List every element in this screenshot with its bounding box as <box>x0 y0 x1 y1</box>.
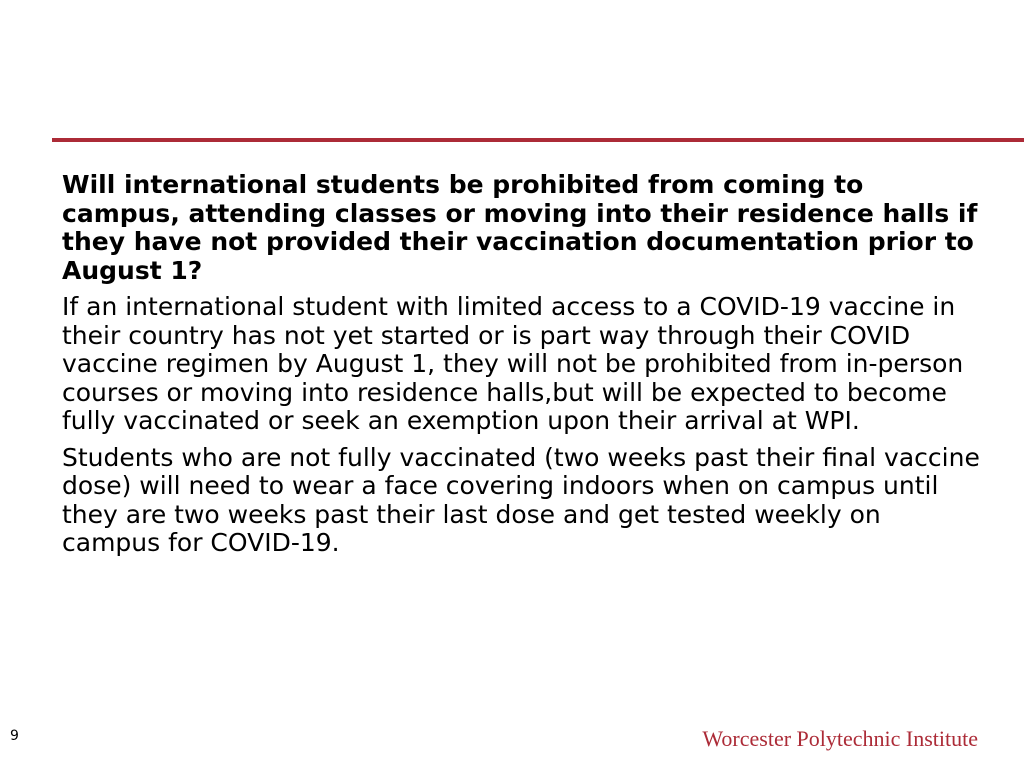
header-divider <box>52 138 1024 142</box>
slide-body <box>62 171 982 566</box>
question-heading: Will international students be prohibited from coming to campus, attending classes or moving into their residence halls if they have not provided their vaccination documentation prior to August 1? <box>62 170 978 285</box>
footer-institution-name: Worcester Polytechnic Institute <box>702 726 978 751</box>
answer-paragraph-1: If an international student with limited access to a COVID-19 vaccine in their country has not yet started or is part way through their COVID vaccine regimen by August 1, they will not be prohibited from in-person courses or moving into residence halls,but will be expected to become fully vaccinated or seek an exemption upon their arrival at WPI. <box>62 292 964 435</box>
answer-paragraph-2: Students who are not fully vaccinated (two weeks past their final vaccine dose) will need to wear a face covering indoors when on campus until they are two weeks past their last dose and get tested weekly on campus for COVID-19. <box>62 442 980 557</box>
slide-number: 9 <box>10 728 19 744</box>
